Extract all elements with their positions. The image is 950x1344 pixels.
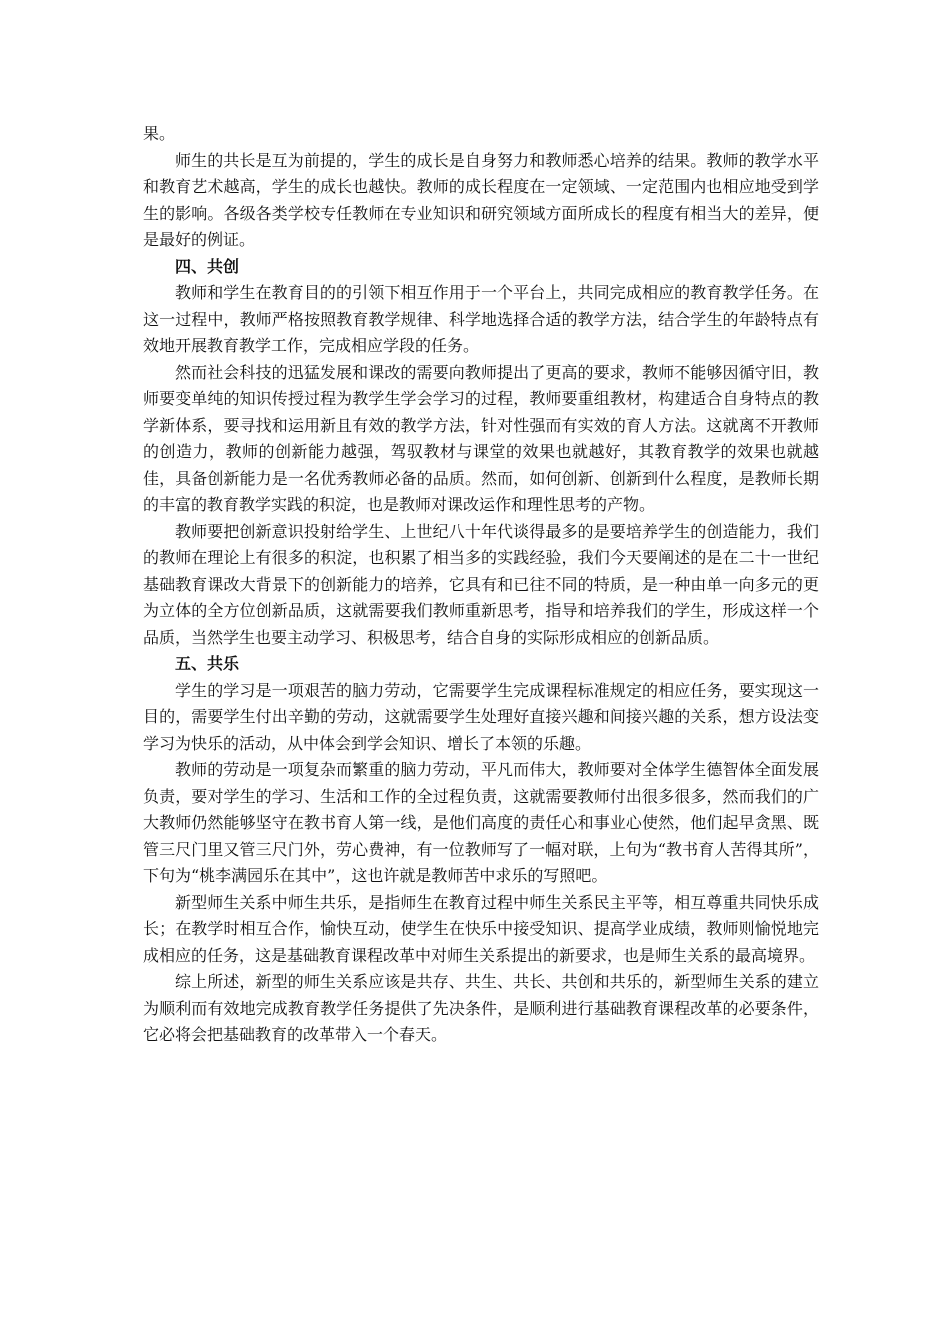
paragraph-mutual-growth: 师生的共长是互为前提的，学生的成长是自身努力和教师悉心培养的结果。教师的教学水平和教育艺术越高，学生的成长也越快。教师的成长程度在一定领域、一定范围内也相应地受到学生的影响。各级各类学校专任教师在专业知识和研究领域方面所成长的程度有相当大的差异，便是最好的例证。 — [143, 150, 819, 249]
section-heading-co-joy: 五、共乐 — [175, 654, 240, 673]
paragraph-continuation: 果。 — [143, 124, 176, 143]
paragraph-co-joy-2: 教师的劳动是一项复杂而繁重的脑力劳动，平凡而伟大，教师要对全体学生德智体全面发展负责，要对学生的学习、生活和工作的全过程负责，这就需要教师付出很多很多，然而我们的广大教师仍然能够坚守在教书育人第一线，是他们高度的责任心和事业心使然，他们起早贪黑、既管三尺门里又管三尺门外，劳心费神，有一位教师写了一幅对联，上句为“教书育人苦得其所”，下句为“桃李满园乐在其中”，这也许就是教师苦中求乐的写照吧。 — [143, 760, 819, 885]
paragraph-co-creation-2: 然而社会科技的迅猛发展和课改的需要向教师提出了更高的要求，教师不能够因循守旧，教师要变单纯的知识传授过程为教学生学会学习的过程，教师要重组教材，构建适合自身特点的教学新体系，要寻找和运用新且有效的教学方法，针对性强而有实效的育人方法。这就离不开教师的创造力，教师的创新能力越强，驾驭教材与课堂的效果也就越好，其教育教学的效果也就越佳，具备创新能力是一名优秀教师必备的品质。然而，如何创新、创新到什么程度，是教师长期的丰富的教育教学实践的积淀，也是教师对课改运作和理性思考的产物。 — [143, 362, 819, 514]
paragraph-co-creation-1: 教师和学生在教育目的的引领下相互作用于一个平台上，共同完成相应的教育教学任务。在这一过程中，教师严格按照教育教学规律、科学地选择合适的教学方法，结合学生的年龄特点有效地开展教育教学工作，完成相应学段的任务。 — [143, 283, 819, 355]
paragraph-co-joy-1: 学生的学习是一项艰苦的脑力劳动，它需要学生完成课程标准规定的相应任务，要实现这一目的，需要学生付出辛勤的劳动，这就需要学生处理好直接兴趣和间接兴趣的关系，想方设法变学习为快乐的活动，从中体会到学会知识、增长了本领的乐趣。 — [143, 680, 819, 753]
paragraph-conclusion: 综上所述，新型的师生关系应该是共存、共生、共长、共创和共乐的，新型师生关系的建立为顺利而有效地完成教育教学任务提供了先决条件，是顺利进行基础教育课程改革的必要条件，它必将会把基础教育的改革带入一个春天。 — [143, 972, 819, 1044]
paragraph-co-creation-3: 教师要把创新意识投射给学生、上世纪八十年代谈得最多的是要培养学生的创造能力，我们的教师在理论上有很多的积淀，也积累了相当多的实践经验，我们今天要阐述的是在二十一世纪基础教育课改大背景下的创新能力的培养，它具有和已往不同的特质，是一种由单一向多元的更为立体的全方位创新品质，这就需要我们教师重新思考，指导和培养我们的学生，形成这样一个品质，当然学生也要主动学习、积极思考，结合自身的实际形成相应的创新品质。 — [143, 521, 819, 647]
document-body — [143, 121, 819, 1049]
paragraph-co-joy-3: 新型师生关系中师生共乐，是指师生在教育过程中师生关系民主平等，相互尊重共同快乐成长；在教学时相互合作，愉快互动，使学生在快乐中接受知识、提高学业成绩，教师则愉悦地完成相应的任务，这是基础教育课程改革中对师生关系提出的新要求，也是师生关系的最高境界。 — [143, 892, 819, 965]
section-heading-co-creation: 四、共创 — [175, 256, 240, 276]
